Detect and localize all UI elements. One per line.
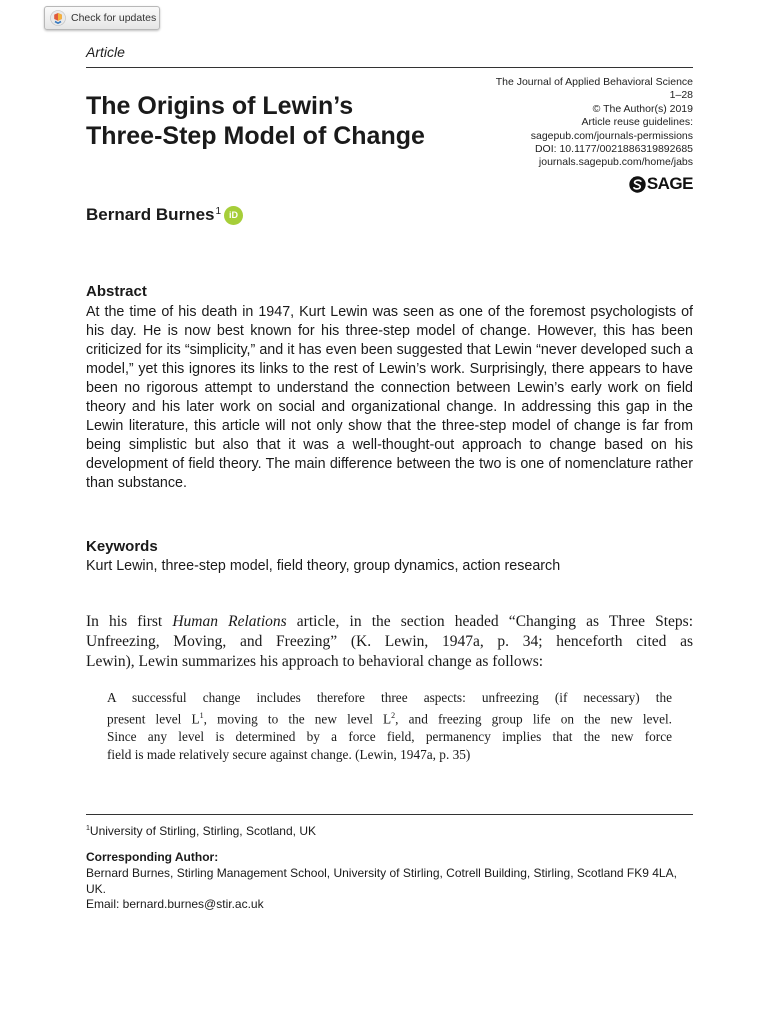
journal-link[interactable]: journals.sagepub.com/home/jabs [538, 156, 693, 169]
journal-name: The Journal of Applied Behavioral Science [495, 76, 693, 88]
quote-line-2 [107, 707, 672, 728]
superscript: 2 [391, 711, 396, 720]
header-divider [86, 67, 693, 68]
corresponding-author-heading: Corresponding Author: [86, 850, 219, 864]
affiliation-text: University of Stirling, Stirling, Scotland, UK [89, 824, 316, 838]
quote-text: , and freezing group life on the new level. [395, 711, 672, 727]
sage-s-icon [629, 176, 646, 193]
journal-title-italic: Human Relations [172, 613, 287, 630]
intro-line-2: Unfreezing, Moving, and Freezing” (K. Lewin, 1947a, p. 34; henceforth cited as [86, 633, 693, 650]
footnote-divider [86, 814, 693, 815]
block-quote [107, 689, 672, 764]
corresponding-author-address: Bernard Burnes, Stirling Management School, University of Stirling, Cotrell Building, Stirling, Scotland FK9 4LA, UK. [86, 866, 677, 896]
title-line-1: The Origins of Lewin’s [86, 92, 354, 120]
abstract-text: At the time of his death in 1947, Kurt Lewin was seen as one of the foremost psychologists of his day. He is now best known for his three-step model of change. However, this has been criticized for its “simplicity,” and it has even been suggested that Lewin “never developed such a model,” yet this ignores its links to the rest of Lewin’s work. Surprisingly, there appears to have been no rigorous attempt to understand the connection between Lewin’s early work on field theory and his later work on social and organizational change. In addressing this gap in the Lewin literature, this article will not only show that the three-step model of change is far from being simplistic but also that it was a well-thought-out approach to change based on his development of field theory. The main difference between the two is one of nomenclature rather than substance. [86, 304, 693, 491]
title-line-2: Three-Step Model of Change [86, 122, 425, 150]
article-title [86, 91, 486, 151]
intro-text: article, in the section headed “Changing as Three Steps: [286, 613, 694, 630]
sage-logo [629, 174, 693, 194]
superscript: 1 [199, 711, 204, 720]
intro-line-1 [86, 612, 693, 632]
orcid-icon[interactable]: iD [224, 206, 243, 225]
page-range: 1–28 [669, 89, 693, 102]
abstract-heading: Abstract [86, 283, 147, 300]
keywords-text: Kurt Lewin, three-step model, field theory, group dynamics, action research [86, 558, 561, 574]
check-for-updates-button[interactable] [44, 6, 160, 30]
author-affiliation-mark: 1 [215, 206, 222, 217]
author-name: Bernard Burnes [86, 205, 215, 224]
intro-text: In his first [86, 613, 173, 630]
author-line [86, 205, 243, 225]
quote-line-4: field is made relatively secure against change. (Lewin, 1947a, p. 35) [107, 747, 471, 763]
sage-wordmark: SAGE [646, 174, 693, 193]
keywords-heading: Keywords [86, 538, 158, 555]
doi[interactable]: DOI: 10.1177/0021886319892685 [534, 143, 693, 156]
article-type-label: Article [86, 44, 125, 60]
affiliation-footnote [86, 824, 316, 838]
quote-text: present level L [107, 711, 200, 727]
quote-line-3: Since any level is determined by a force field, permanency implies that the new force [107, 729, 672, 745]
intro-paragraph [86, 612, 693, 672]
reuse-guidelines: Article reuse guidelines: [581, 116, 693, 129]
quote-text: , moving to the new level L [203, 711, 392, 727]
journal-info [496, 76, 693, 170]
copyright: © The Author(s) 2019 [592, 102, 693, 115]
intro-line-3: Lewin), Lewin summarizes his approach to behavioral change as follows: [86, 653, 544, 670]
corresponding-author-email[interactable]: Email: bernard.burnes@stir.ac.uk [86, 897, 264, 911]
footnote-mark: 1 [86, 825, 90, 832]
permissions-link[interactable]: sagepub.com/journals-permissions [530, 129, 693, 142]
check-for-updates-label: Check for updates [71, 12, 157, 24]
crossmark-icon [50, 10, 66, 26]
quote-line-1: A successful change includes therefore three aspects: unfreezing (if necessary) the [107, 690, 672, 705]
